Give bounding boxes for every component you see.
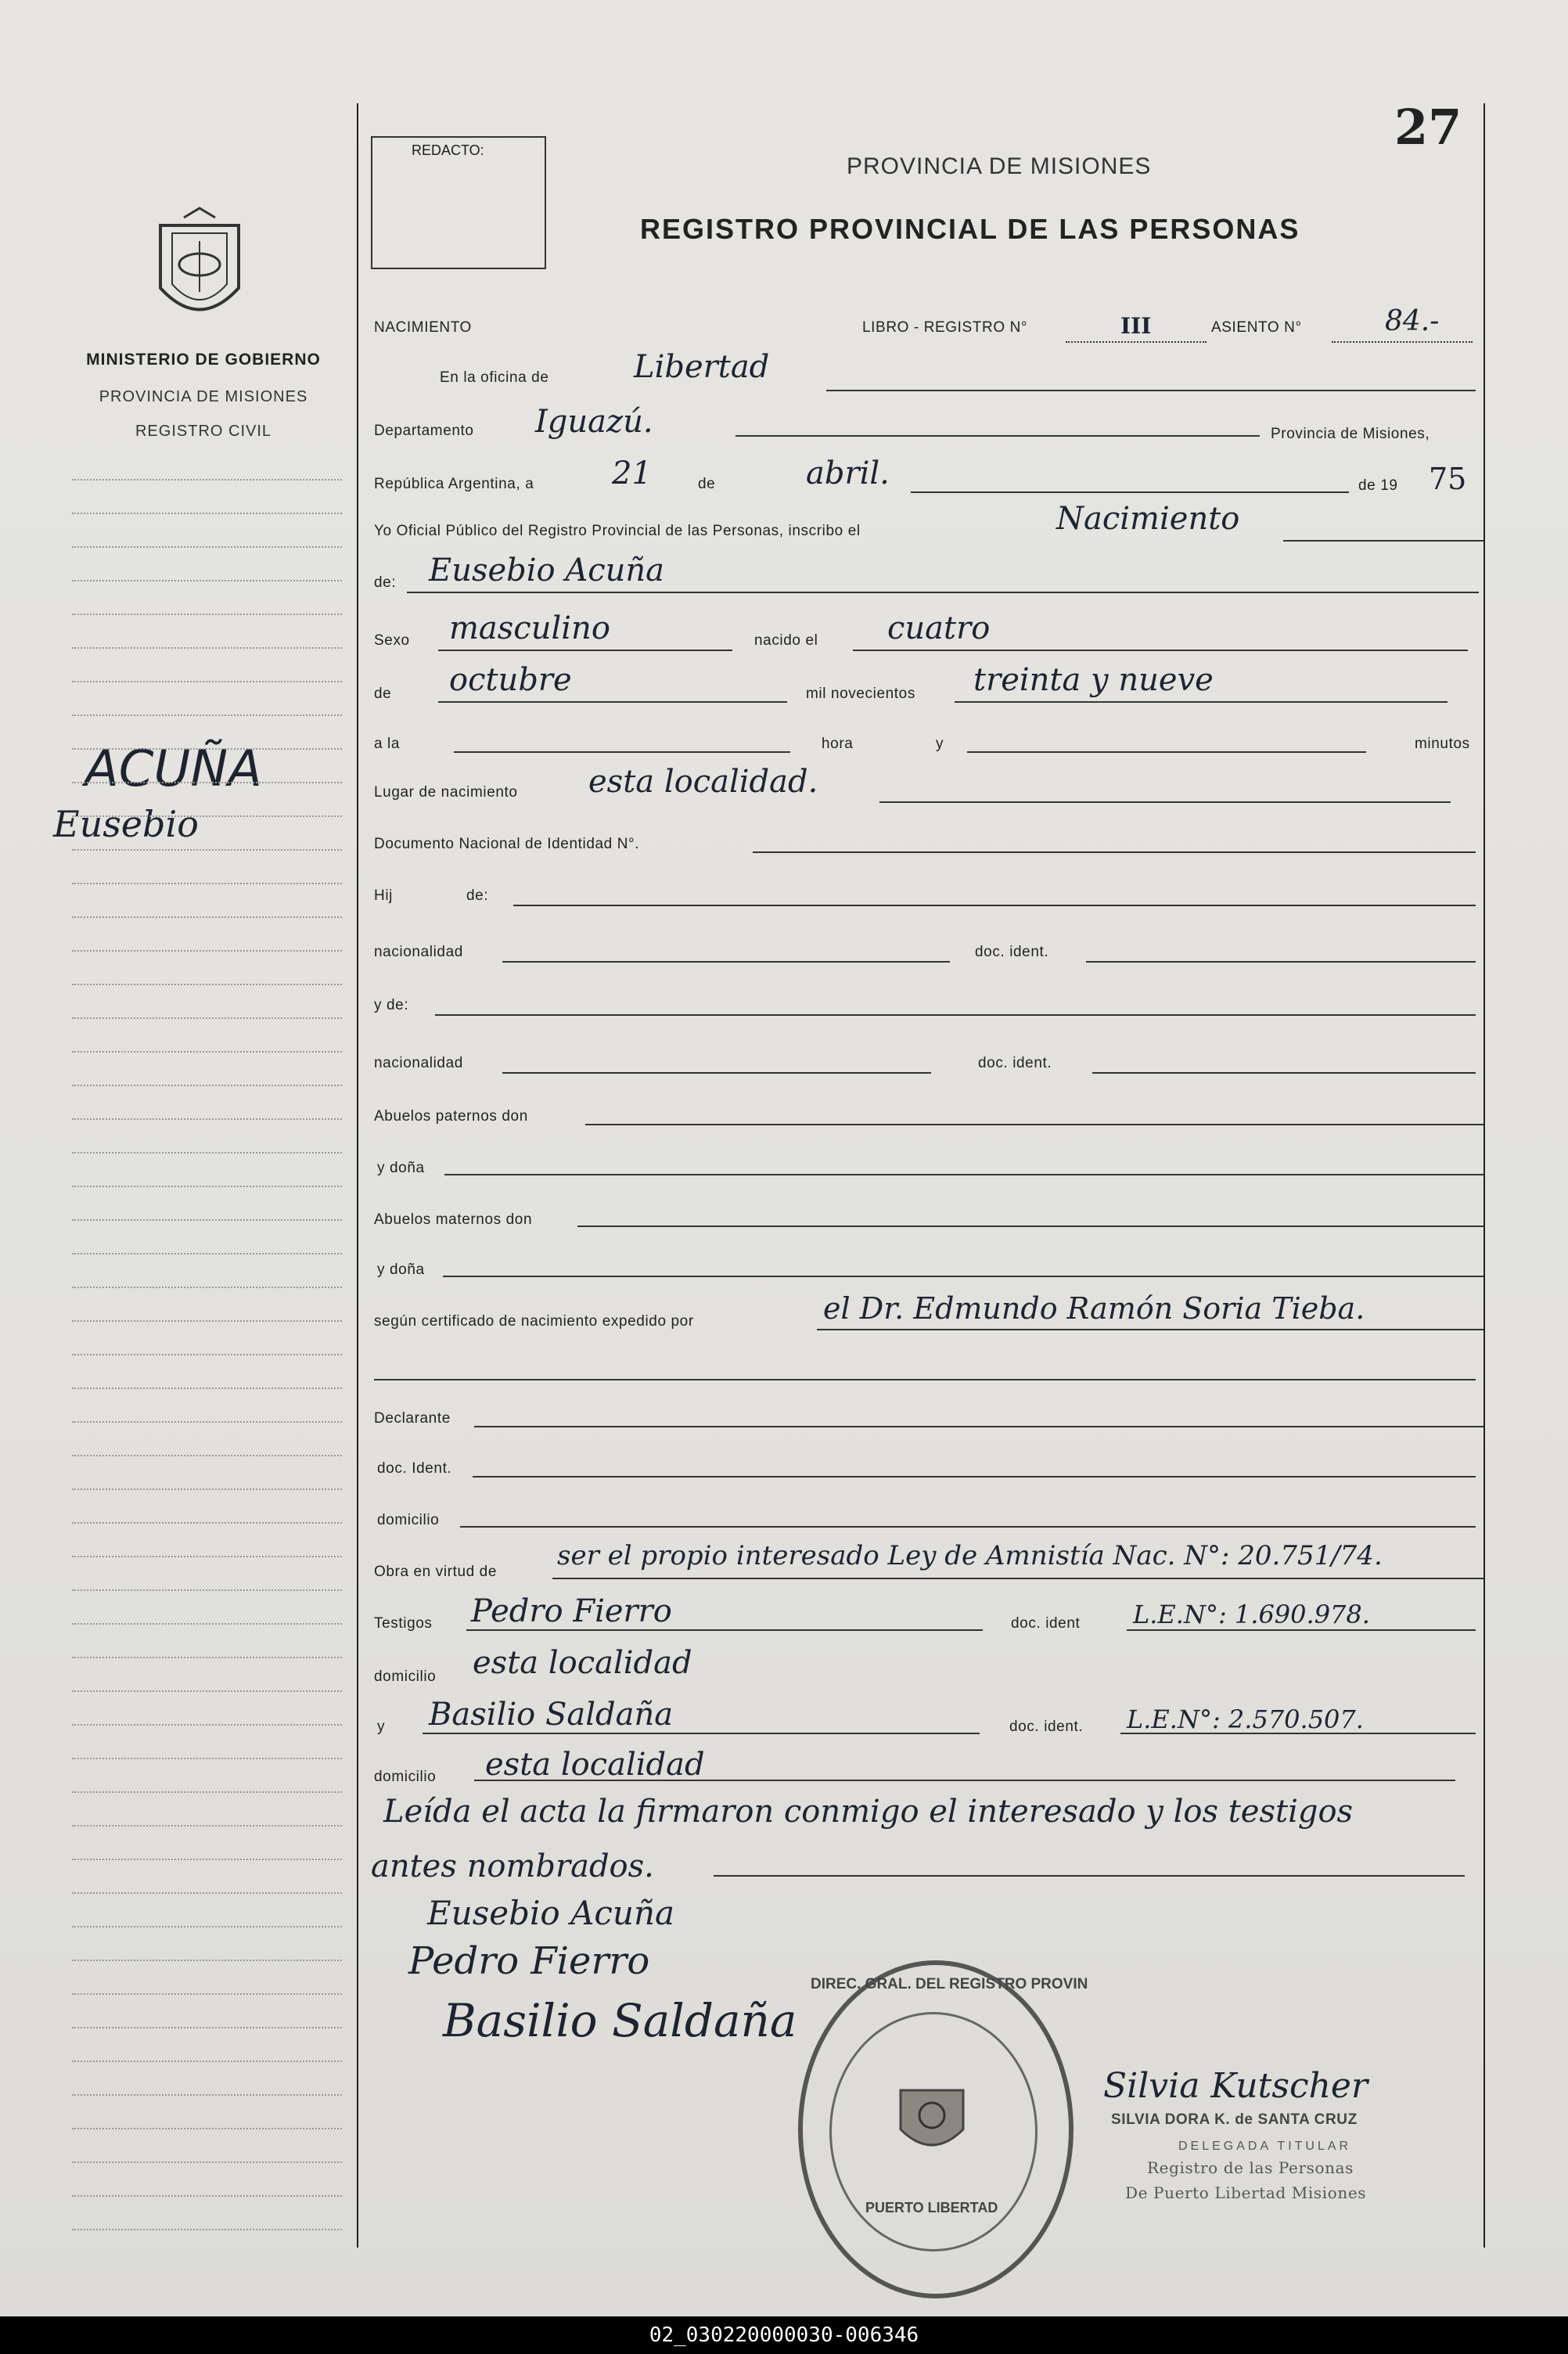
sidebar-dotted-line [72, 1488, 342, 1490]
coat-of-arms-icon [141, 202, 258, 335]
closing-line-1: Leída el acta la firmaron conmigo el interesado y los testigos [383, 1794, 1354, 1830]
y-de-label: y de: [374, 997, 409, 1013]
oficina-label: En la oficina de [440, 369, 549, 386]
redacto-box [371, 136, 546, 269]
margin-given-name: Eusebio [53, 803, 199, 845]
a-la-label: a la [374, 736, 401, 752]
sexo-line [438, 650, 732, 651]
declarante-label: Declarante [374, 1410, 451, 1427]
sidebar-dotted-line [72, 2195, 342, 2197]
sidebar-dotted-line [72, 580, 342, 581]
sidebar-dotted-line [72, 883, 342, 884]
day-value: 21 [612, 455, 652, 491]
sidebar-dotted-line [72, 916, 342, 918]
sidebar-dotted-line [72, 1085, 342, 1086]
dni-label: Documento Nacional de Identidad N°. [374, 836, 640, 852]
segun-line [817, 1329, 1483, 1330]
sidebar-dotted-line [72, 1556, 342, 1557]
asiento-line [1332, 341, 1473, 343]
y-dona-label-1: y doña [377, 1160, 425, 1176]
doc-ident-line-3 [473, 1476, 1476, 1478]
sidebar-dotted-line [72, 849, 342, 851]
y-label-2: y [377, 1719, 386, 1735]
sidebar-ministry: MINISTERIO DE GOBIERNO [86, 351, 321, 369]
hora-line [454, 751, 790, 753]
birth-month-value: octubre [449, 662, 572, 698]
signature-pedro: Pedro Fierro [408, 1939, 650, 1983]
sidebar-dotted-line [72, 1388, 342, 1389]
sidebar-dotted-line [72, 1219, 342, 1221]
sidebar-dotted-line [72, 1152, 342, 1154]
right-frame-line [1483, 103, 1485, 2248]
asiento-label: ASIENTO N° [1211, 319, 1302, 336]
de-19-label: de 19 [1358, 477, 1398, 494]
sidebar-dotted-line [72, 1623, 342, 1625]
sidebar-dotted-line [72, 681, 342, 682]
doc-ident-label-1: doc. ident. [975, 944, 1049, 960]
sidebar-dotted-line [72, 1017, 342, 1019]
persona-line [407, 592, 1479, 593]
obra-line [552, 1578, 1483, 1579]
sidebar-dotted-line [72, 2094, 342, 2096]
testigo-2-doc: L.E.N°: 2.570.507. [1127, 1704, 1364, 1734]
sidebar-dotted-line [72, 714, 342, 716]
testigo-2-doc-line [1120, 1733, 1476, 1734]
sidebar-dotted-line [72, 2229, 342, 2230]
sidebar-dotted-line [72, 1118, 342, 1120]
sexo-value: masculino [449, 610, 610, 646]
oficina-line [826, 390, 1476, 391]
provincia-label: Provincia de Misiones, [1271, 426, 1430, 442]
sidebar-dotted-line [72, 1186, 342, 1187]
sidebar-dotted-line [72, 1287, 342, 1288]
obra-value: ser el propio interesado Ley de Amnistía Nac. N°: 20.751/74. [557, 1540, 1383, 1571]
sidebar-dotted-line [72, 1690, 342, 1692]
lugar-line [879, 801, 1451, 803]
sidebar-dotted-line [72, 1051, 342, 1053]
sidebar-dotted-line [72, 1825, 342, 1827]
archive-footer-id: 02_030220000030-006346 [0, 2316, 1568, 2354]
redacto-label: REDACTO: [412, 142, 484, 158]
testigo-1-line [466, 1629, 983, 1631]
sidebar-province: PROVINCIA DE MISIONES [99, 388, 308, 405]
de-label-2: de [374, 686, 392, 702]
departamento-value: Iguazú. [535, 404, 653, 440]
header-registry: REGISTRO PROVINCIAL DE LAS PERSONAS [640, 213, 1300, 245]
segun-certificado-label: según certificado de nacimiento expedido por [374, 1313, 694, 1330]
sidebar-dotted-line [72, 546, 342, 548]
testigo-2-name: Basilio Saldaña [429, 1697, 674, 1733]
abuelos-maternos-line [577, 1226, 1483, 1227]
sidebar-dotted-line [72, 1657, 342, 1658]
nacionalidad-line-2 [502, 1072, 931, 1074]
departamento-line [735, 435, 1260, 437]
sidebar-dotted-line [72, 782, 342, 783]
birth-month-line [438, 701, 787, 703]
abuelos-maternos-label: Abuelos maternos don [374, 1211, 533, 1228]
lugar-value: esta localidad. [588, 764, 818, 800]
certificado-value: el Dr. Edmundo Ramón Soria Tieba. [823, 1291, 1365, 1326]
y-label-1: y [936, 736, 944, 752]
asiento-value: 84.- [1385, 305, 1440, 337]
minutos-label: minutos [1415, 736, 1470, 752]
libro-label: LIBRO - REGISTRO N° [862, 319, 1028, 336]
libro-line [1066, 341, 1207, 343]
y-de-line [435, 1014, 1476, 1016]
y-dona-label-2: y doña [377, 1262, 425, 1278]
header-province: PROVINCIA DE MISIONES [847, 153, 1152, 179]
testigos-label: Testigos [374, 1615, 433, 1632]
sidebar-dotted-line [72, 1589, 342, 1591]
hij-label: Hij [374, 887, 393, 904]
inscribo-label: Yo Oficial Público del Registro Provincial de las Personas, inscribo el [374, 523, 861, 539]
nacionalidad-line-1 [502, 961, 950, 963]
sidebar-dotted-line [72, 614, 342, 615]
sidebar-dotted-line [72, 513, 342, 514]
nacido-label: nacido el [754, 632, 818, 649]
hij-de-label: de: [466, 887, 489, 904]
official-stamp-line-2: DELEGADA TITULAR [1178, 2140, 1352, 2153]
birth-year-value: treinta y nueve [973, 662, 1214, 698]
domicilio-line-1 [460, 1526, 1476, 1528]
month-line [911, 491, 1349, 493]
seal-inner-text: PUERTO LIBERTAD [865, 2200, 998, 2215]
minutos-line [967, 751, 1366, 753]
sidebar-dotted-line [72, 1724, 342, 1726]
republica-label: República Argentina, a [374, 476, 534, 492]
page-number: 27 [1394, 99, 1462, 156]
testigo-1-doc: L.E.N°: 1.690.978. [1133, 1600, 1370, 1629]
sidebar-dotted-line [72, 647, 342, 649]
sidebar-dotted-line [72, 479, 342, 481]
doc-ident-label-2: doc. ident. [978, 1055, 1052, 1071]
sexo-label: Sexo [374, 632, 410, 649]
sidebar-dotted-line [72, 2027, 342, 2028]
sidebar-dotted-line [72, 1421, 342, 1423]
sidebar-dotted-line [72, 2128, 342, 2129]
y-dona-line-2 [443, 1276, 1483, 1277]
sidebar-dotted-line [72, 2161, 342, 2163]
year-value: 75 [1429, 462, 1467, 496]
doc-ident-line-2 [1092, 1072, 1476, 1074]
official-stamp-line-4: De Puerto Libertad Misiones [1125, 2183, 1367, 2202]
month-value: abril. [806, 455, 890, 491]
obra-label: Obra en virtud de [374, 1564, 498, 1580]
libro-value: III [1120, 313, 1152, 339]
sidebar-dotted-line [72, 1320, 342, 1322]
sidebar-dotted-line [72, 1253, 342, 1254]
birth-year-line [955, 701, 1448, 703]
dni-line [753, 851, 1476, 853]
nacido-line [853, 650, 1468, 651]
sidebar-dotted-line [72, 1926, 342, 1927]
sidebar-civil-registry: REGISTRO CIVIL [135, 423, 272, 440]
nacionalidad-label-2: nacionalidad [374, 1055, 463, 1071]
hora-label: hora [822, 736, 854, 752]
oficina-value: Libertad [634, 349, 770, 385]
nacionalidad-label-1: nacionalidad [374, 944, 463, 960]
closing-line-2: antes nombrados. [371, 1848, 654, 1884]
segun-line-2 [374, 1379, 1476, 1380]
testigo-1-doc-line [1127, 1629, 1476, 1631]
sidebar-dotted-line [72, 815, 342, 817]
doc-ident-label-4: doc. ident [1011, 1615, 1081, 1632]
seal-emblem-icon [889, 2075, 975, 2161]
domicilio-label-3: domicilio [374, 1769, 437, 1785]
signature-basilio: Basilio Saldaña [443, 1994, 797, 2047]
margin-surname: ACUÑA [85, 740, 262, 798]
official-signature: Silvia Kutscher [1103, 2066, 1368, 2106]
sidebar-dotted-line [72, 984, 342, 985]
domicilio-2-value: esta localidad [473, 1645, 692, 1681]
departamento-label: Departamento [374, 423, 474, 439]
sidebar-dotted-line [72, 748, 342, 750]
domicilio-label-2: domicilio [374, 1668, 437, 1685]
doc-ident-label-3: doc. Ident. [377, 1460, 452, 1477]
sidebar-dotted-line [72, 1859, 342, 1860]
domicilio-label-1: domicilio [377, 1512, 440, 1528]
sidebar-dotted-line [72, 950, 342, 952]
signature-eusebio: Eusebio Acuña [427, 1894, 675, 1932]
sidebar-dotted-line [72, 1455, 342, 1456]
sidebar-dotted-line [72, 1522, 342, 1524]
hij-line [513, 905, 1476, 906]
inscribo-line [1283, 540, 1483, 542]
sidebar-dotted-line [72, 1960, 342, 1961]
persona-de-label: de: [374, 574, 397, 591]
sidebar-dotted-line [72, 1892, 342, 1894]
lugar-label: Lugar de nacimiento [374, 784, 518, 801]
testigo-2-line [423, 1733, 980, 1734]
sidebar-dotted-line [72, 1993, 342, 1995]
abuelos-paternos-label: Abuelos paternos don [374, 1108, 528, 1125]
de-label-1: de [698, 476, 716, 492]
inscribo-value: Nacimiento [1056, 501, 1240, 537]
sidebar-dotted-line [72, 1354, 342, 1355]
doc-ident-label-5: doc. ident. [1009, 1719, 1084, 1735]
declarante-line [474, 1426, 1483, 1427]
official-stamp-line-1: SILVIA DORA K. de SANTA CRUZ [1111, 2111, 1358, 2128]
domicilio-3-line [474, 1780, 1455, 1781]
sidebar-dotted-line [72, 1791, 342, 1793]
official-stamp-line-3: Registro de las Personas [1147, 2158, 1354, 2177]
record-type: NACIMIENTO [374, 319, 472, 336]
domicilio-3-value: esta localidad [485, 1747, 705, 1783]
persona-name-value: Eusebio Acuña [429, 553, 665, 588]
abuelos-paternos-line [585, 1124, 1483, 1125]
seal-outer-text: DIREC. GRAL. DEL REGISTRO PROVIN [811, 1976, 1088, 1992]
nacido-value: cuatro [887, 610, 991, 646]
mil-novecientos-label: mil novecientos [806, 686, 915, 702]
testigo-1-name: Pedro Fierro [471, 1593, 672, 1629]
doc-ident-line-1 [1086, 961, 1476, 963]
sidebar-dotted-line [72, 1758, 342, 1759]
closing-line-rule [714, 1875, 1465, 1877]
round-seal [798, 1960, 1088, 2298]
sidebar-dotted-line [72, 2061, 342, 2062]
y-dona-line-1 [444, 1174, 1483, 1175]
